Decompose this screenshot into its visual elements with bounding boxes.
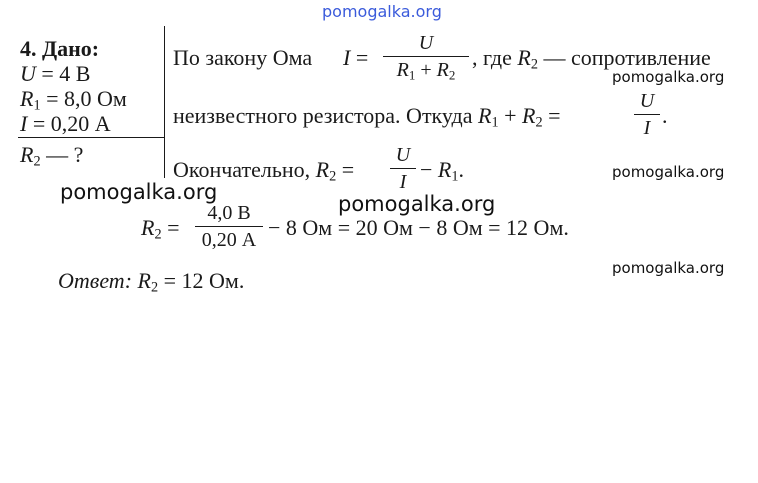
calc-fraction: 4,0 В 0,20 А xyxy=(195,203,263,250)
given-divider xyxy=(18,137,164,138)
sum-fraction: U I xyxy=(634,91,660,138)
given-find-symbol: R xyxy=(20,142,34,167)
calc-rest: − 8 Ом = 20 Ом − 8 Ом = 12 Ом. xyxy=(268,215,569,240)
given-r1-value: = 8,0 Ом xyxy=(46,86,127,111)
watermark-top: pomogalka.org xyxy=(322,2,442,21)
answer-value: = 12 Ом. xyxy=(163,268,245,293)
final-fraction: U I xyxy=(390,145,416,192)
watermark-center-big: pomogalka.org xyxy=(338,192,496,216)
current-symbol: I xyxy=(343,45,351,70)
given-heading: 4. Дано: xyxy=(20,36,100,61)
solution-line-2: неизвестного резистора. Откуда $R_1 + R_2$ = xyxy=(173,103,561,131)
line-2-dot: . xyxy=(662,103,668,128)
solution-line-1-prefix: По закону Ома xyxy=(173,45,313,70)
answer-line: Ответ: $R_2 = 12$ Ом. xyxy=(58,268,245,296)
watermark-right-1: pomogalka.org xyxy=(612,68,725,86)
given-i-value: = 0,20 А xyxy=(32,111,111,136)
given-u xyxy=(20,61,90,87)
ohm-law-denominator: $R_1 + R_2$ xyxy=(396,59,456,83)
calc-r2: $R_2$ = xyxy=(141,215,180,243)
line-3-tail: − $R_1$. xyxy=(420,157,465,185)
given-vertical-rule xyxy=(164,26,165,178)
solution-line-3: Окончательно, $R_2$ = xyxy=(173,157,355,185)
given-i-symbol: I xyxy=(20,111,28,136)
ohm-law-fraction xyxy=(383,33,469,81)
given-r1-symbol: R xyxy=(20,86,34,111)
given-u-value: = 4 В xyxy=(41,61,91,86)
solution-line-1-I xyxy=(343,45,368,71)
given-find-value: — ? xyxy=(46,142,84,167)
given-r1-sub: 1 xyxy=(33,97,41,114)
watermark-right-3: pomogalka.org xyxy=(612,259,725,277)
equals-sign: = xyxy=(355,45,369,70)
given-find xyxy=(20,142,83,171)
answer-label: Ответ: xyxy=(58,268,133,293)
solution-line-1-suffix: , где $R_2$ — сопротивление xyxy=(472,45,711,73)
watermark-right-2: pomogalka.org xyxy=(612,163,725,181)
given-find-sub: 2 xyxy=(33,153,41,170)
ohm-law-numerator: U xyxy=(418,32,434,54)
given-i xyxy=(20,111,111,137)
fraction-bar xyxy=(383,56,469,57)
watermark-left-big: pomogalka.org xyxy=(60,180,218,204)
given-u-symbol: U xyxy=(20,61,36,86)
